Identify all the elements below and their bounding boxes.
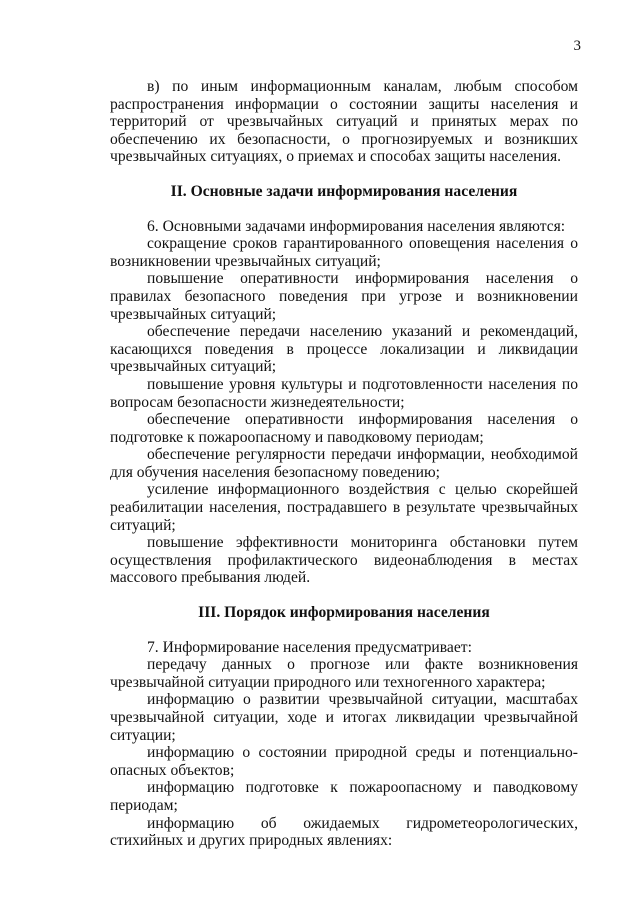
section-3-paragraph: информацию о состоянии природной среды и потенциально-опасных объектов;: [110, 744, 578, 779]
section-2-paragraph: обеспечение регулярности передачи информации, необходимой для обучения населения безопасному поведению;: [110, 446, 578, 481]
section-2-paragraph: повышение оперативности информирования населения о правилах безопасного поведения при угрозе и возникновении чрезвычайных ситуаций;: [110, 270, 578, 323]
section-3-paragraph: информацию о развитии чрезвычайной ситуации, масштабах чрезвычайной ситуации, ходе и итогах ликвидации чрезвычайной ситуации;: [110, 691, 578, 744]
section-2-paragraph: обеспечение передачи населению указаний и рекомендаций, касающихся поведения в процессе локализации и ликвидации чрезвычайных ситуаций;: [110, 323, 578, 376]
section-3-paragraph: 7. Информирование населения предусматривает:: [147, 638, 472, 656]
section-2-paragraph: сокращение сроков гарантированного оповещения населения о возникновении чрезвычайных ситуаций;: [110, 235, 578, 270]
section-2-paragraph: повышение эффективности мониторинга обстановки путем осуществления профилактического видеонаблюдения в местах массового пребывания людей.: [110, 534, 578, 587]
section-2-paragraph: повышение уровня культуры и подготовленности населения по вопросам безопасности жизнедеятельности;: [110, 375, 578, 411]
section-2-paragraph: усиление информационного воздействия с целью скорейшей реабилитации населения, пострадавшего в результате чрезвычайных ситуаций;: [110, 481, 578, 534]
page-number: 3: [573, 38, 581, 54]
section-3-paragraph: передачу данных о прогнозе или факте возникновения чрезвычайной ситуации природного или техногенного характера;: [110, 656, 578, 691]
section-2-heading: II. Основные задачи информирования населения: [170, 182, 518, 200]
section-3-paragraph: информацию подготовке к пожароопасному и паводковому периодам;: [110, 779, 578, 814]
section-2-paragraph: 6. Основными задачами информирования населения являются:: [147, 217, 566, 235]
intro-paragraph: в) по иным информационным каналам, любым способом распространения информации о состоянии защиты населения и территорий от чрезвычайных ситуаций и принятых мерах по обеспечению их безопасности, о прогнозируемых и возникших чрезвычайных ситуациях, о приемах и способах защиты населения.: [110, 78, 578, 166]
section-3-heading: III. Порядок информирования населения: [198, 604, 490, 622]
document-body: [110, 78, 578, 850]
section-2-paragraph: обеспечение оперативности информирования населения о подготовке к пожароопасному и паводковому периодам;: [110, 411, 578, 446]
section-3-paragraph: информацию об ожидаемых гидрометеорологических, стихийных и других природных явлениях:: [110, 814, 578, 850]
